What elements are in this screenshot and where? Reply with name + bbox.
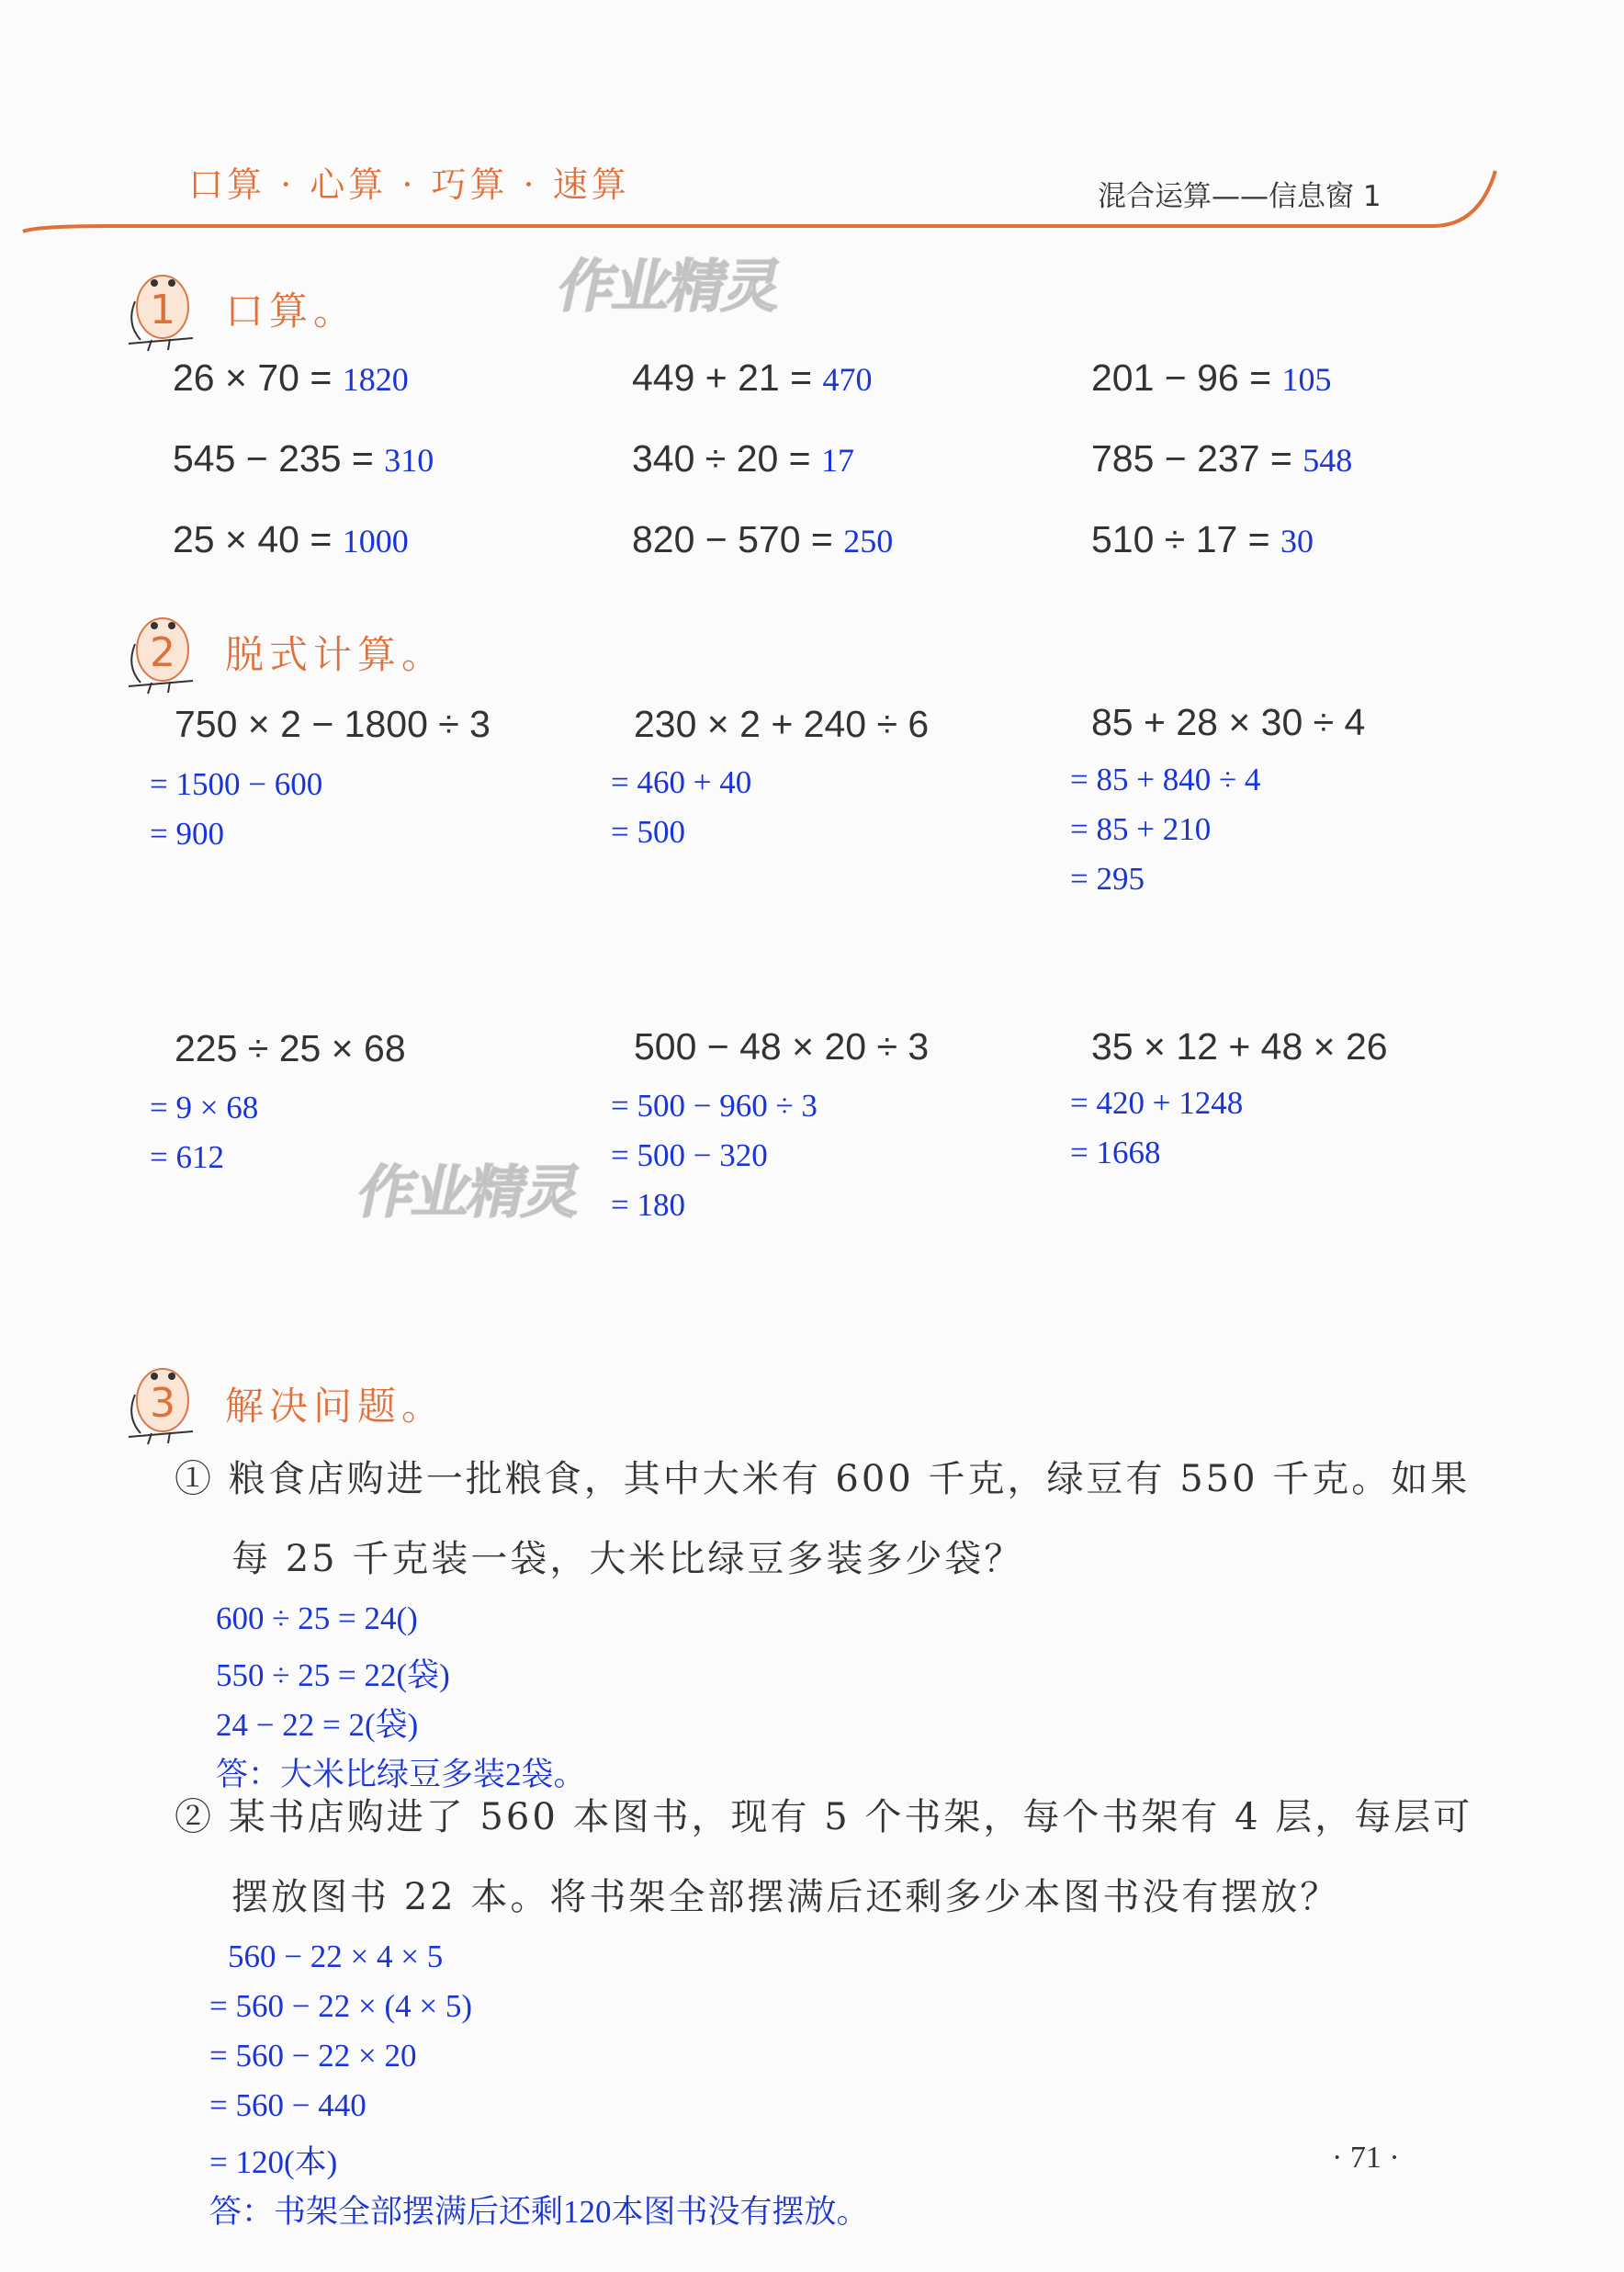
calc-step: = 420 + 1248 <box>1070 1085 1244 1121</box>
calc-step: = 500 − 960 ÷ 3 <box>611 1088 818 1124</box>
owl-badge-icon <box>124 1352 199 1452</box>
question: 785 − 237 = 548 <box>1091 437 1353 480</box>
calc-step: = 85 + 840 ÷ 4 <box>1070 762 1261 797</box>
work-line: = 560 − 22 × 20 <box>209 2038 417 2074</box>
question: 35 × 12 + 48 × 26 <box>1091 1025 1388 1068</box>
question: 230 × 2 + 240 ÷ 6 <box>634 703 930 745</box>
answer: 470 <box>822 361 873 398</box>
answer-line: 答：大米比绿豆多装2袋。 <box>216 1757 586 1792</box>
question: 449 + 21 = 470 <box>632 356 873 399</box>
question: 340 ÷ 20 = 17 <box>632 437 855 480</box>
work-line: = 560 − 22 × (4 × 5) <box>209 1988 473 2024</box>
question: 25 × 40 = 1000 <box>173 518 409 560</box>
calc-step: = 85 + 210 <box>1070 811 1212 847</box>
answer-line: 答：书架全部摆满后还剩120本图书没有摆放。 <box>209 2194 869 2230</box>
header-right-title: 混合运算——信息窗 1 <box>1098 180 1382 213</box>
section-number: 3 <box>150 1380 175 1427</box>
calc-step: = 460 + 40 <box>611 764 752 800</box>
section-title: 口算。 <box>225 288 358 333</box>
calc-step: = 9 × 68 <box>150 1090 259 1125</box>
problem-1-line-1: ① 粮食店购进一批粮食，其中大米有 600 千克，绿豆有 550 千克。如果 <box>175 1458 1471 1500</box>
problem-2-line-2: 摆放图书 22 本。将书架全部摆满后还剩多少本图书没有摆放？ <box>231 1876 1340 1918</box>
answer: 17 <box>821 442 855 479</box>
calc-step: = 180 <box>611 1187 685 1223</box>
question: 225 ÷ 25 × 68 <box>175 1027 406 1069</box>
calc-step: = 1668 <box>1070 1135 1161 1170</box>
watermark: 作业精灵 <box>552 253 787 320</box>
problem-2-line-1: ② 某书店购进了 560 本图书，现有 5 个书架，每个书架有 4 层，每层可 <box>175 1796 1473 1838</box>
question: 85 + 28 × 30 ÷ 4 <box>1091 701 1366 743</box>
question: 750 × 2 − 1800 ÷ 3 <box>175 703 491 745</box>
work-line: 560 − 22 × 4 × 5 <box>228 1939 444 1974</box>
problem-marker: ① <box>175 1458 214 1500</box>
calc-step: = 612 <box>150 1139 224 1175</box>
work-line: 600 ÷ 25 = 24() <box>216 1600 418 1636</box>
watermark: 作业精灵 <box>352 1159 587 1226</box>
problem-marker: ② <box>175 1796 214 1838</box>
section-number: 2 <box>150 629 175 676</box>
answer: 30 <box>1280 523 1314 560</box>
section-title: 解决问题。 <box>225 1384 446 1429</box>
problem-1-line-2: 每 25 千克装一袋，大米比绿豆多装多少袋？ <box>231 1538 1024 1580</box>
section-number: 1 <box>150 287 175 333</box>
question: 545 − 235 = 310 <box>173 437 434 480</box>
calc-step: = 1500 − 600 <box>150 766 323 802</box>
page-number: · 71 · <box>1332 2141 1400 2175</box>
owl-badge-icon <box>124 602 199 701</box>
question: 26 × 70 = 1820 <box>173 356 409 399</box>
owl-badge-icon <box>124 259 199 358</box>
calc-step: = 295 <box>1070 861 1145 897</box>
work-line: 24 − 22 = 2(袋) <box>216 1707 419 1743</box>
answer: 105 <box>1281 361 1332 398</box>
answer: 1000 <box>342 523 409 560</box>
question: 201 − 96 = 105 <box>1091 356 1332 399</box>
calc-step: = 500 <box>611 814 685 850</box>
question: 510 ÷ 17 = 30 <box>1091 518 1314 560</box>
calc-step: = 500 − 320 <box>611 1137 768 1173</box>
question: 500 − 48 × 20 ÷ 3 <box>634 1025 930 1068</box>
answer: 310 <box>384 442 434 479</box>
work-line: = 120(本) <box>209 2144 338 2180</box>
question: 820 − 570 = 250 <box>632 518 894 560</box>
header-left-title: 口算 · 心算 · 巧算 · 速算 <box>188 164 630 205</box>
calc-step: = 900 <box>150 816 224 852</box>
answer: 250 <box>843 523 894 560</box>
answer: 548 <box>1303 442 1353 479</box>
answer: 1820 <box>342 361 409 398</box>
work-line: 550 ÷ 25 = 22(袋) <box>216 1657 450 1693</box>
section-title: 脱式计算。 <box>225 632 446 677</box>
work-line: = 560 − 440 <box>209 2087 367 2123</box>
